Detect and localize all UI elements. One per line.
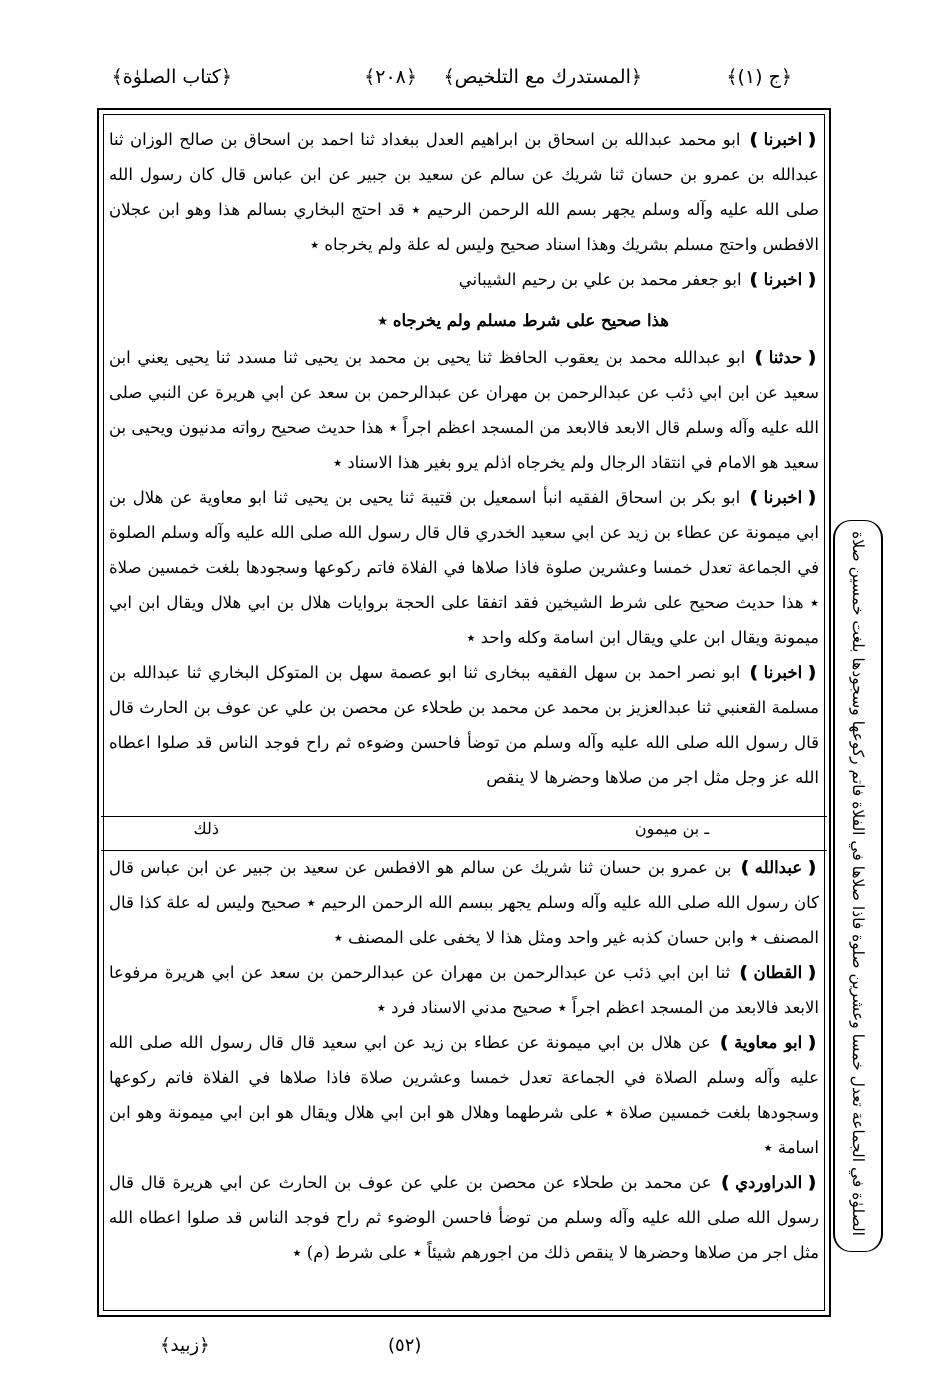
divider-line xyxy=(101,816,827,817)
talkhis-body: عن محمد بن طحلاء عن محصن بن علي عن عوف بن الحارث عن ابي هريرة قال قال رسول الله صلى الله عليه وآله وسلم من توضأ فاحسن الوضوء ثم راح فوجد الناس قد صلوا اعطاه الله مثل اجر من صلاها وحضرها لا ينقص ذلك من اجورهم شيئاً ٭ على شرط (م) ٭ xyxy=(109,1173,819,1262)
margin-note-box xyxy=(833,520,883,1252)
hadith-paragraph xyxy=(109,122,819,262)
talkhis-body: بن عمرو بن حسان ثنا شريك عن سالم هو الافطس عن سعيد بن جبير عن ابن عباس قال كان رسول الله صلى الله عليه وآله وسلم يجهر ببسم الله الرحمن الرحيم ٭ صحيح وليس له علة كذا قال المصنف ٭ وابن حسان كذبه غير واحد ومثل هذا لا يخفى على المصنف ٭ xyxy=(109,858,819,947)
main-text xyxy=(109,122,819,795)
narration-label: ❪ اخبرنا ❫ xyxy=(747,130,819,149)
main-text-frame xyxy=(97,108,831,1317)
narration-label: ❪ ابو معاوية ❫ xyxy=(717,1033,819,1052)
footer-page-number: (٥٢) xyxy=(388,1335,422,1356)
narration-label: ❪ عبدالله ❫ xyxy=(738,858,819,877)
narration-label: ❪ اخبرنا ❫ xyxy=(747,270,819,289)
footer-signature: ﴿زبيد﴾ xyxy=(160,1335,210,1356)
hadith-text: ابو جعفر محمد بن علي بن رحيم الشيباني xyxy=(458,270,742,289)
hadith-text: ابو بكر بن اسحاق الفقيه انبأ اسمعيل بن قتيبة ثنا يحيى بن يحيى ثنا ابو معاوية عن هلال بن ابي ميمونة عن عطاء بن زيد عن ابي سعيد الخدري قال قال رسول الله صلى الله عليه وآله وسلم الصلوة في الجماعة تعدل خمسا وعشرين صلوة فاذا صلاها في الفلاة فاتم ركوعها وسجودها بلغت خمسين صلاة ٭ هذا حديث صحيح على شرط الشيخين فقد اتفقا على الحجة بروايات هلال بن ابي هلال ويقال ابن ابي ميمونة ويقال ابن علي ويقال ابن اسامة وكله واحد ٭ xyxy=(109,488,819,647)
grading-line: هذا صحيح على شرط مسلم ولم يخرجاه ٭ xyxy=(378,311,669,330)
narration-label: ❪ اخبرنا ❫ xyxy=(747,488,819,507)
narration-label: ❪ اخبرنا ❫ xyxy=(747,663,819,682)
talkhis-paragraph xyxy=(109,955,819,1025)
hadith-paragraph xyxy=(109,480,819,655)
margin-note: الصلوٰة في الجماعة تعدل خمسا وعشرين صلوة فاذا صلاها في الفلاة فاتم ركوعها وسجودها بلغت خمسين صلاة xyxy=(849,531,867,1236)
hadith-paragraph xyxy=(109,262,819,297)
talkhis-body: عن هلال بن ابي ميمونة عن عطاء بن زيد عن ابي سعيد قال قال رسول الله صلى الله عليه وآله وسلم الصلاة في الجماعة تعدل خمسا وعشرين صلاة فاذا صلاها في الفلاة فاتم ركوعها وسجودها بلغت خمسين صلاة ٭ على شرطهما وهلال هو ابن ابي هلال ويقال هو ابن ابي ميمونة وهو ابن اسامة ٭ xyxy=(109,1033,819,1157)
footnote: ـ بن ميمون xyxy=(634,819,709,838)
hadith-text: ابو نصر احمد بن سهل الفقيه ببخارى ثنا ابو عصمة سهل بن المتوكل البخاري ثنا عبدالله بن مسلمة القعنبي ثنا عبدالعزيز بن محمد عن محمد بن طحلاء عن محصن بن علي عن عوف بن الحارث قال قال رسول الله صلى الله عليه وآله وسلم من توضأ فاحسن وضوءه ثم راح فوجد الناس قد صلوا اعطاه الله عز وجل مثل اجر من صلاها وحضرها لا ينقص xyxy=(109,663,819,787)
narration-label: ❪ القطان ❫ xyxy=(737,963,819,982)
talkhis-paragraph xyxy=(109,850,819,955)
running-header xyxy=(92,62,792,96)
hadith-text: ابو محمد عبدالله بن اسحاق بن ابراهيم العدل ببغداد ثنا احمد بن اسحاق بن صالح الوزان ثنا عبدالله بن عمرو بن حسان ثنا شريك عن سالم عن سعيد بن جبير عن ابن عباس قال كان رسول الله صلى الله عليه وآله وسلم يجهر بسم الله الرحمن الرحيم ٭ قد احتج البخاري بسالم هذا وهو ابن عجلان الافطس واحتج مسلم بشريك وهذا اسناد صحيح وليس له علة ولم يخرجاه ٭ xyxy=(109,130,819,254)
footnote: ذلك xyxy=(193,819,219,838)
hadith-paragraph xyxy=(109,340,819,480)
talkhis-body: ثنا ابن ابي ذئب عن عبدالرحمن بن مهران عن عبدالرحمن بن سعد عن ابي هريرة مرفوعا الابعد فالابعد من المسجد اعظم اجراً ٭ صحيح مدني الاسناد فرد ٭ xyxy=(109,963,819,1017)
narration-label: ❪ حدثنا ❫ xyxy=(752,348,819,367)
talkhis-paragraph xyxy=(109,1025,819,1165)
book-title: ﴿كتاب الصلوٰة﴾ xyxy=(111,66,232,88)
volume-label: ﴿ج (١)﴾ xyxy=(726,66,792,88)
work-title: ﴿المستدرك مع التلخيص﴾ xyxy=(443,66,642,88)
narration-label: ❪ الدراوردي ❫ xyxy=(718,1173,819,1192)
talkhis-text xyxy=(109,850,819,1270)
hadith-text: ابو عبدالله محمد بن يعقوب الحافظ ثنا يحيى بن محمد بن يحيى ثنا مسدد ثنا يحيى يعني ابن سعيد عن ابن ابي ذئب عن عبدالرحمن بن مهران عن عبدالرحمن بن سعد عن ابي هريرة عن النبي صلى الله عليه وآله وسلم قال الابعد فالابعد من المسجد اعظم اجراً ٭ هذا حديث صحيح رواته مدنيون ويحيى بن سعيد هو الامام في انتقاد الرجال ولم يخرجاه اذلم يرو بغير هذا الاسناد ٭ xyxy=(109,348,819,472)
hadith-paragraph xyxy=(109,655,819,795)
talkhis-paragraph xyxy=(109,1165,819,1270)
page-number: ﴿٢٠٨﴾ xyxy=(364,66,417,88)
